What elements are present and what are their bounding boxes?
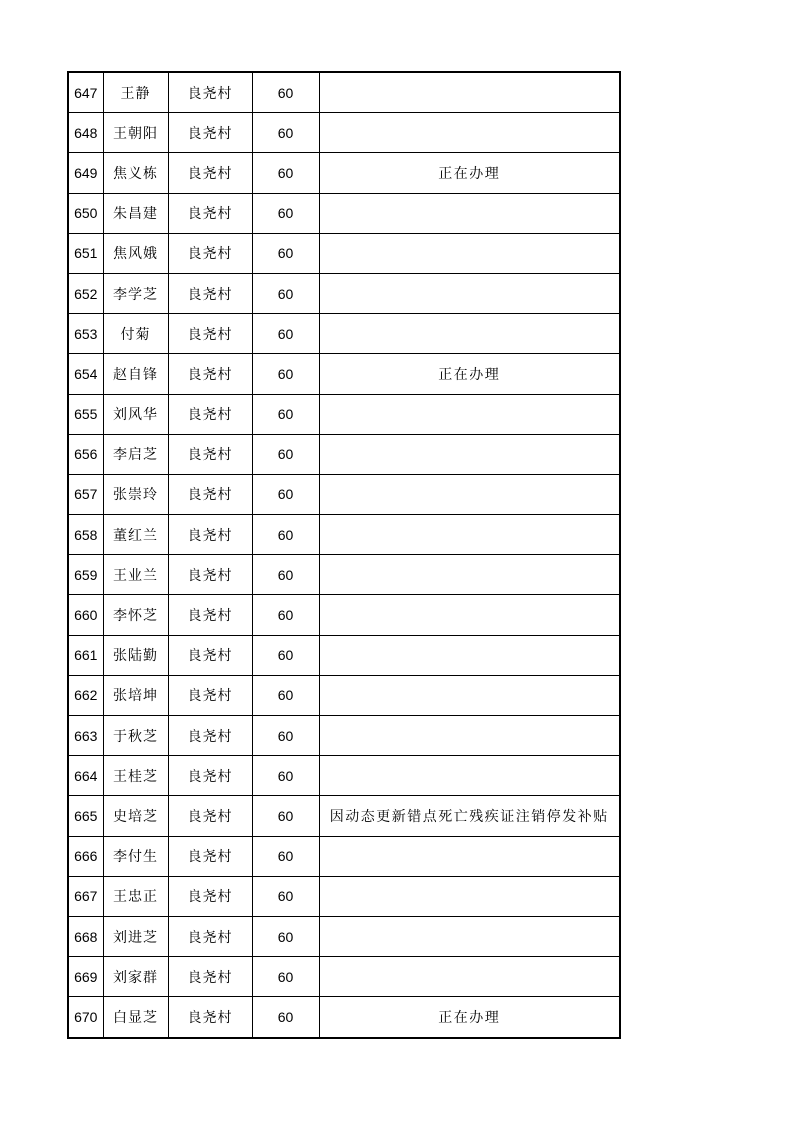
person-name-cell: 李学芝 <box>103 273 168 313</box>
table-row <box>68 314 620 354</box>
subsidy-amount-cell: 60 <box>252 916 319 956</box>
person-name-cell: 白显芝 <box>103 997 168 1038</box>
person-name-cell: 刘家群 <box>103 957 168 997</box>
remark-cell <box>319 314 620 354</box>
village-name-cell: 良尧村 <box>168 72 252 113</box>
remark-cell <box>319 555 620 595</box>
person-name-cell: 焦义栋 <box>103 153 168 193</box>
subsidy-amount-cell: 60 <box>252 233 319 273</box>
subsidy-amount-cell: 60 <box>252 314 319 354</box>
subsidy-roster-table <box>67 71 621 1039</box>
row-number-cell: 653 <box>68 314 103 354</box>
remark-cell: 正在办理 <box>319 153 620 193</box>
table-row <box>68 434 620 474</box>
table-row <box>68 916 620 956</box>
village-name-cell: 良尧村 <box>168 716 252 756</box>
table-row <box>68 997 620 1038</box>
remark-cell: 因动态更新错点死亡残疾证注销停发补贴 <box>319 796 620 836</box>
village-name-cell: 良尧村 <box>168 153 252 193</box>
person-name-cell: 史培芝 <box>103 796 168 836</box>
subsidy-amount-cell: 60 <box>252 957 319 997</box>
remark-cell <box>319 193 620 233</box>
subsidy-amount-cell: 60 <box>252 354 319 394</box>
row-number-cell: 651 <box>68 233 103 273</box>
village-name-cell: 良尧村 <box>168 957 252 997</box>
subsidy-amount-cell: 60 <box>252 153 319 193</box>
row-number-cell: 661 <box>68 635 103 675</box>
village-name-cell: 良尧村 <box>168 675 252 715</box>
subsidy-amount-cell: 60 <box>252 273 319 313</box>
person-name-cell: 李付生 <box>103 836 168 876</box>
subsidy-amount-cell: 60 <box>252 716 319 756</box>
subsidy-amount-cell: 60 <box>252 434 319 474</box>
table-row <box>68 635 620 675</box>
subsidy-amount-cell: 60 <box>252 836 319 876</box>
subsidy-amount-cell: 60 <box>252 756 319 796</box>
person-name-cell: 付菊 <box>103 314 168 354</box>
table-row <box>68 153 620 193</box>
remark-cell <box>319 113 620 153</box>
row-number-cell: 648 <box>68 113 103 153</box>
person-name-cell: 王桂芝 <box>103 756 168 796</box>
table-row <box>68 716 620 756</box>
remark-cell <box>319 515 620 555</box>
row-number-cell: 665 <box>68 796 103 836</box>
row-number-cell: 667 <box>68 876 103 916</box>
remark-cell <box>319 716 620 756</box>
subsidy-amount-cell: 60 <box>252 394 319 434</box>
subsidy-amount-cell: 60 <box>252 876 319 916</box>
row-number-cell: 658 <box>68 515 103 555</box>
table-row <box>68 72 620 113</box>
table-row <box>68 675 620 715</box>
person-name-cell: 张陆勤 <box>103 635 168 675</box>
row-number-cell: 650 <box>68 193 103 233</box>
person-name-cell: 于秋芝 <box>103 716 168 756</box>
row-number-cell: 649 <box>68 153 103 193</box>
person-name-cell: 焦风娥 <box>103 233 168 273</box>
remark-cell <box>319 675 620 715</box>
subsidy-amount-cell: 60 <box>252 515 319 555</box>
village-name-cell: 良尧村 <box>168 796 252 836</box>
village-name-cell: 良尧村 <box>168 916 252 956</box>
person-name-cell: 刘进芝 <box>103 916 168 956</box>
village-name-cell: 良尧村 <box>168 555 252 595</box>
remark-cell <box>319 836 620 876</box>
row-number-cell: 654 <box>68 354 103 394</box>
village-name-cell: 良尧村 <box>168 515 252 555</box>
subsidy-amount-cell: 60 <box>252 796 319 836</box>
remark-cell <box>319 957 620 997</box>
remark-cell: 正在办理 <box>319 354 620 394</box>
row-number-cell: 659 <box>68 555 103 595</box>
person-name-cell: 李怀芝 <box>103 595 168 635</box>
table-row <box>68 796 620 836</box>
remark-cell <box>319 233 620 273</box>
subsidy-amount-cell: 60 <box>252 193 319 233</box>
row-number-cell: 656 <box>68 434 103 474</box>
village-name-cell: 良尧村 <box>168 113 252 153</box>
person-name-cell: 王业兰 <box>103 555 168 595</box>
subsidy-amount-cell: 60 <box>252 635 319 675</box>
person-name-cell: 张培坤 <box>103 675 168 715</box>
village-name-cell: 良尧村 <box>168 193 252 233</box>
village-name-cell: 良尧村 <box>168 233 252 273</box>
village-name-cell: 良尧村 <box>168 273 252 313</box>
village-name-cell: 良尧村 <box>168 876 252 916</box>
remark-cell <box>319 916 620 956</box>
village-name-cell: 良尧村 <box>168 756 252 796</box>
remark-cell <box>319 474 620 514</box>
table-row <box>68 555 620 595</box>
row-number-cell: 666 <box>68 836 103 876</box>
table-body <box>68 72 620 1038</box>
subsidy-amount-cell: 60 <box>252 72 319 113</box>
row-number-cell: 662 <box>68 675 103 715</box>
table-row <box>68 354 620 394</box>
remark-cell <box>319 595 620 635</box>
person-name-cell: 赵自锋 <box>103 354 168 394</box>
table-row <box>68 233 620 273</box>
table-row <box>68 756 620 796</box>
row-number-cell: 670 <box>68 997 103 1038</box>
village-name-cell: 良尧村 <box>168 836 252 876</box>
table-row <box>68 193 620 233</box>
row-number-cell: 669 <box>68 957 103 997</box>
row-number-cell: 655 <box>68 394 103 434</box>
person-name-cell: 董红兰 <box>103 515 168 555</box>
remark-cell: 正在办理 <box>319 997 620 1038</box>
row-number-cell: 664 <box>68 756 103 796</box>
table-row <box>68 515 620 555</box>
village-name-cell: 良尧村 <box>168 595 252 635</box>
table-row <box>68 474 620 514</box>
person-name-cell: 王朝阳 <box>103 113 168 153</box>
row-number-cell: 652 <box>68 273 103 313</box>
table-row <box>68 957 620 997</box>
remark-cell <box>319 876 620 916</box>
remark-cell <box>319 756 620 796</box>
subsidy-amount-cell: 60 <box>252 595 319 635</box>
remark-cell <box>319 394 620 434</box>
village-name-cell: 良尧村 <box>168 474 252 514</box>
subsidy-amount-cell: 60 <box>252 113 319 153</box>
person-name-cell: 王忠正 <box>103 876 168 916</box>
row-number-cell: 663 <box>68 716 103 756</box>
remark-cell <box>319 273 620 313</box>
person-name-cell: 张崇玲 <box>103 474 168 514</box>
table-row <box>68 394 620 434</box>
person-name-cell: 朱昌建 <box>103 193 168 233</box>
row-number-cell: 657 <box>68 474 103 514</box>
village-name-cell: 良尧村 <box>168 394 252 434</box>
remark-cell <box>319 635 620 675</box>
table-row <box>68 876 620 916</box>
person-name-cell: 李启芝 <box>103 434 168 474</box>
row-number-cell: 660 <box>68 595 103 635</box>
person-name-cell: 刘风华 <box>103 394 168 434</box>
table-row <box>68 273 620 313</box>
subsidy-amount-cell: 60 <box>252 675 319 715</box>
village-name-cell: 良尧村 <box>168 314 252 354</box>
remark-cell <box>319 434 620 474</box>
table-row <box>68 113 620 153</box>
subsidy-amount-cell: 60 <box>252 555 319 595</box>
subsidy-amount-cell: 60 <box>252 997 319 1038</box>
row-number-cell: 668 <box>68 916 103 956</box>
person-name-cell: 王静 <box>103 72 168 113</box>
row-number-cell: 647 <box>68 72 103 113</box>
village-name-cell: 良尧村 <box>168 434 252 474</box>
village-name-cell: 良尧村 <box>168 997 252 1038</box>
subsidy-amount-cell: 60 <box>252 474 319 514</box>
remark-cell <box>319 72 620 113</box>
village-name-cell: 良尧村 <box>168 635 252 675</box>
village-name-cell: 良尧村 <box>168 354 252 394</box>
table-row <box>68 836 620 876</box>
table-row <box>68 595 620 635</box>
